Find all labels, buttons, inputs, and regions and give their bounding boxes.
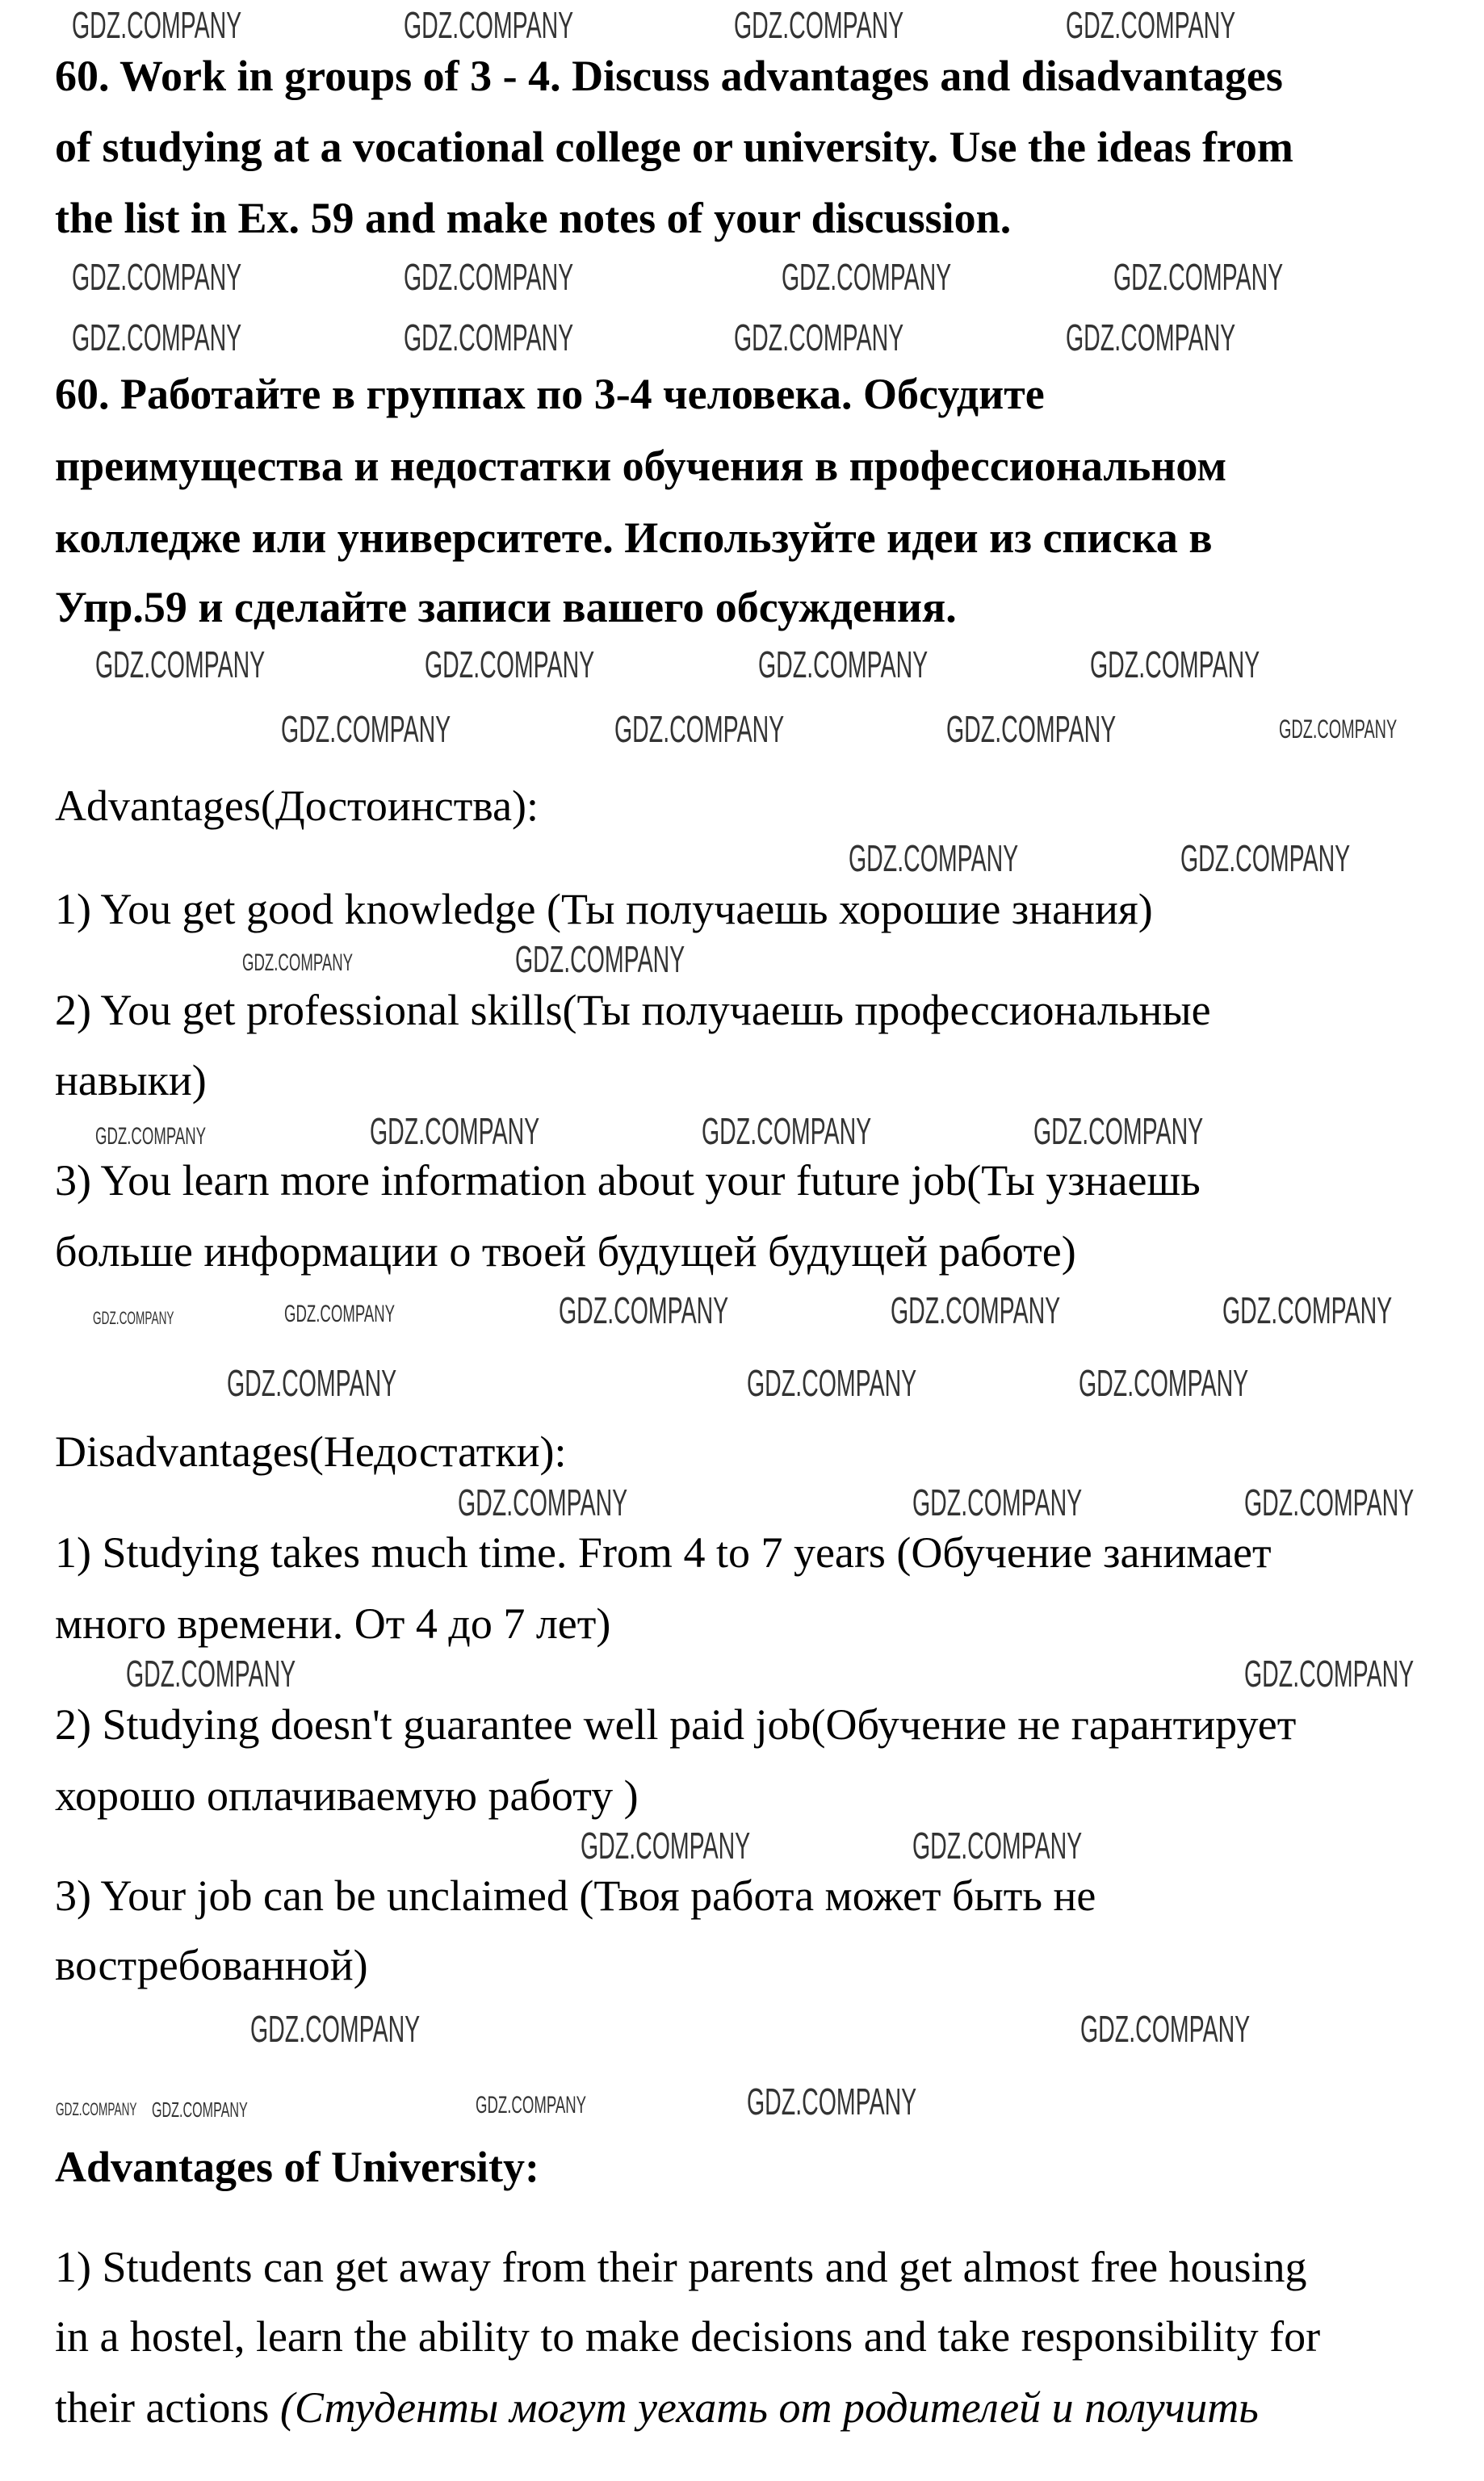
watermark: GDZ.COMPANY <box>734 4 904 46</box>
watermark: GDZ.COMPANY <box>476 2092 587 2118</box>
watermark: GDZ.COMPANY <box>404 4 574 46</box>
watermark: GDZ.COMPANY <box>515 938 685 980</box>
watermark: GDZ.COMPANY <box>404 256 574 298</box>
watermark: GDZ.COMPANY <box>702 1110 872 1152</box>
watermark: GDZ.COMPANY <box>614 708 785 750</box>
watermark: GDZ.COMPANY <box>242 949 354 976</box>
disadvantage-line: 2) Studying doesn't guarantee well paid job(Обучение не гарантирует <box>55 1700 1297 1749</box>
advantage-line: 1) You get good knowledge (Ты получаешь хорошие знания) <box>55 885 1153 933</box>
disadvantage-line: хорошо оплачиваемую работу ) <box>55 1771 639 1820</box>
watermark: GDZ.COMPANY <box>1079 1362 1249 1404</box>
watermark: GDZ.COMPANY <box>72 256 242 298</box>
watermark: GDZ.COMPANY <box>747 1362 917 1404</box>
watermark: GDZ.COMPANY <box>734 316 904 358</box>
watermark: GDZ.COMPANY <box>95 643 266 685</box>
watermark: GDZ.COMPANY <box>1033 1110 1204 1152</box>
university-line: in a hostel, learn the ability to make decisions and take responsibility for <box>55 2312 1321 2361</box>
watermark: GDZ.COMPANY <box>458 1481 628 1523</box>
watermark: GDZ.COMPANY <box>1180 837 1351 879</box>
task-ru-line: 60. Работайте в группах по 3-4 человека. Обсудите <box>55 370 1045 418</box>
watermark: GDZ.COMPANY <box>747 2081 917 2123</box>
advantage-line: больше информации о твоей будущей будущей работе) <box>55 1227 1076 1276</box>
watermark: GDZ.COMPANY <box>891 1289 1061 1331</box>
watermark: GDZ.COMPANY <box>559 1289 729 1331</box>
watermark: GDZ.COMPANY <box>1066 316 1236 358</box>
university-line <box>55 2382 1259 2433</box>
watermark: GDZ.COMPANY <box>72 4 242 46</box>
watermark: GDZ.COMPANY <box>1090 643 1260 685</box>
task-en-line: 60. Work in groups of 3 - 4. Discuss advantages and disadvantages <box>55 52 1283 100</box>
university-line: 1) Students can get away from their parents and get almost free housing <box>55 2243 1307 2291</box>
watermark: GDZ.COMPANY <box>281 708 451 750</box>
watermark: GDZ.COMPANY <box>425 643 595 685</box>
advantage-line: 2) You get professional skills(Ты получаешь профессиональные <box>55 986 1211 1034</box>
watermark: GDZ.COMPANY <box>370 1110 540 1152</box>
watermark: GDZ.COMPANY <box>782 256 952 298</box>
advantage-line: 3) You learn more information about your future job(Ты узнаешь <box>55 1156 1201 1205</box>
disadvantage-line: 1) Studying takes much time. From 4 to 7 years (Обучение занимает <box>55 1528 1272 1577</box>
watermark: GDZ.COMPANY <box>284 1301 396 1327</box>
disadvantage-line: много времени. От 4 до 7 лет) <box>55 1599 611 1648</box>
watermark: GDZ.COMPANY <box>581 1825 751 1867</box>
watermark: GDZ.COMPANY <box>404 316 574 358</box>
university-line-en: their actions <box>55 2383 280 2432</box>
watermark: GDZ.COMPANY <box>1080 2008 1251 2050</box>
watermark: GDZ.COMPANY <box>250 2008 421 2050</box>
watermark: GDZ.COMPANY <box>912 1481 1083 1523</box>
watermark: GDZ.COMPANY <box>93 1308 174 1328</box>
watermark: GDZ.COMPANY <box>1066 4 1236 46</box>
university-line-ru: (Студенты могут уехать от родителей и получить <box>279 2383 1259 2432</box>
disadvantage-line: востребованной) <box>55 1941 368 1989</box>
watermark: GDZ.COMPANY <box>1244 1481 1415 1523</box>
advantage-line: навыки) <box>55 1056 207 1104</box>
task-en-line: the list in Ex. 59 and make notes of your discussion. <box>55 194 1012 242</box>
watermark: GDZ.COMPANY <box>849 837 1019 879</box>
disadvantage-line: 3) Your job can be unclaimed (Твоя работа может быть не <box>55 1871 1096 1920</box>
watermark: GDZ.COMPANY <box>72 316 242 358</box>
watermark: GDZ.COMPANY <box>946 708 1117 750</box>
task-ru-line: преимущества и недостатки обучения в профессиональном <box>55 442 1227 490</box>
watermark: GDZ.COMPANY <box>1279 715 1398 744</box>
watermark: GDZ.COMPANY <box>1113 256 1284 298</box>
task-ru-line: колледже или университете. Используйте идеи из списка в <box>55 513 1213 562</box>
watermark: GDZ.COMPANY <box>758 643 929 685</box>
university-heading: Advantages of University: <box>55 2143 539 2191</box>
task-en-line: of studying at a vocational college or university. Use the ideas from <box>55 123 1293 171</box>
disadvantages-heading: Disadvantages(Недостатки): <box>55 1427 567 1476</box>
watermark: GDZ.COMPANY <box>912 1825 1083 1867</box>
watermark: GDZ.COMPANY <box>56 2099 137 2119</box>
advantages-heading: Advantages(Достоинства): <box>55 782 539 830</box>
watermark: GDZ.COMPANY <box>227 1362 397 1404</box>
watermark: GDZ.COMPANY <box>95 1123 207 1150</box>
watermark: GDZ.COMPANY <box>1244 1653 1415 1695</box>
task-ru-line: Упр.59 и сделайте записи вашего обсуждения. <box>55 583 957 631</box>
watermark: GDZ.COMPANY <box>152 2098 248 2122</box>
watermark: GDZ.COMPANY <box>1222 1289 1393 1331</box>
watermark: GDZ.COMPANY <box>126 1653 296 1695</box>
